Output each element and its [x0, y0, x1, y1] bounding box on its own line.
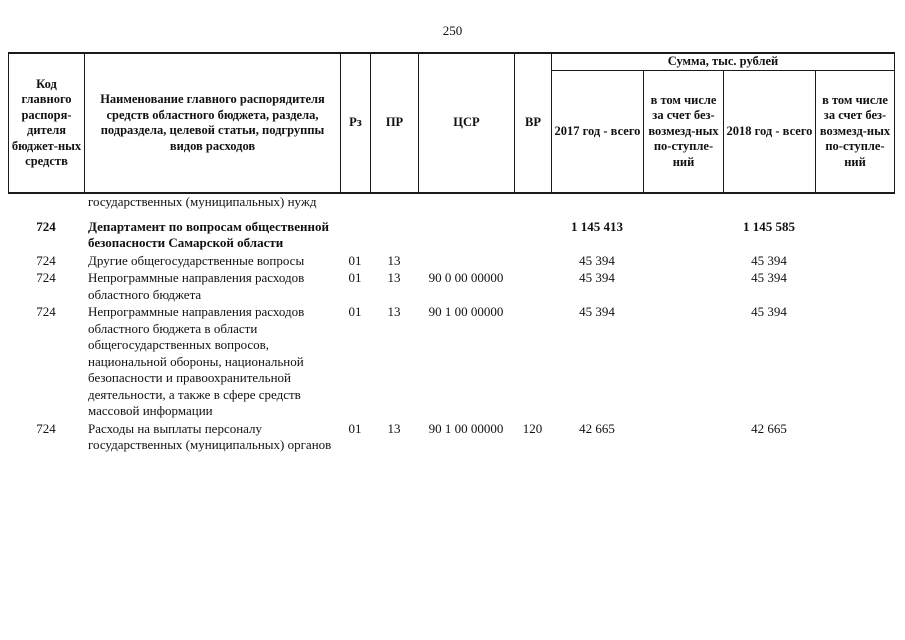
table-row — [8, 270, 898, 303]
cell-code: 724 — [36, 420, 56, 436]
header-pr: ПР — [371, 53, 419, 193]
cell-code: 724 — [36, 252, 56, 268]
table-row — [8, 421, 898, 454]
header-csr: ЦСР — [419, 53, 515, 193]
cell-name: Департамент по вопросам общественной безопасности Самарской области — [88, 218, 329, 250]
cell-name: государственных (муниципальных) нужд — [88, 194, 317, 209]
table-row — [8, 253, 898, 270]
cell-csr: 90 0 00 00000 — [428, 270, 504, 285]
cell-pr: 13 — [387, 420, 401, 436]
cell-name: Непрограммные направления расходов областного бюджета в области общегосударственных вопросов, национальной обороны, национальной безопасности и правоохранительной деятельности, а также в сфере средств массовой информации — [88, 304, 305, 418]
cell-2017-total: 1 145 413 — [571, 218, 623, 234]
header-sum-group: Сумма, тыс. рублей — [552, 53, 895, 70]
cell-pr: 13 — [387, 304, 401, 319]
table-header — [8, 52, 895, 194]
cell-pr: 13 — [387, 252, 401, 268]
cell-name: Непрограммные направления расходов областного бюджета — [88, 270, 305, 302]
cell-code: 724 — [36, 218, 56, 234]
cell-vr: 120 — [522, 420, 543, 436]
table-row — [8, 194, 898, 211]
cell-rz: 01 — [348, 304, 362, 319]
cell-2017-total: 42 665 — [579, 420, 615, 436]
header-name: Наименование главного распорядителя средств областного бюджета, раздела, подраздела, целевой статьи, подгруппы видов расходов — [85, 53, 341, 193]
header-code: Код главного распоря-дителя бюджет-ных средств — [9, 53, 85, 193]
cell-pr: 13 — [387, 270, 401, 285]
page-number: 250 — [442, 23, 463, 38]
cell-rz: 01 — [348, 420, 362, 436]
header-2017-total: 2017 год - всего — [552, 70, 644, 193]
cell-2017-total: 45 394 — [579, 252, 615, 268]
cell-name: Другие общегосударственные вопросы — [88, 252, 305, 268]
cell-csr: 90 1 00 00000 — [428, 420, 504, 436]
table-row — [8, 219, 898, 252]
cell-code: 724 — [36, 270, 56, 285]
cell-name: Расходы на выплаты персоналу государственных (муниципальных) органов — [88, 420, 332, 452]
cell-2018-total: 45 394 — [751, 270, 787, 285]
cell-2017-total: 45 394 — [579, 270, 615, 285]
cell-2018-total: 1 145 585 — [743, 218, 795, 234]
header-vr: ВР — [515, 53, 552, 193]
cell-2018-total: 42 665 — [751, 420, 787, 436]
header-2018-total: 2018 год - всего — [724, 70, 816, 193]
header-2017-free: в том числе за счет без-возмезд-ных по-ступле-ний — [644, 70, 724, 193]
cell-2017-total: 45 394 — [579, 304, 615, 319]
cell-2018-total: 45 394 — [751, 252, 787, 268]
header-2018-free: в том числе за счет без-возмезд-ных по-ступле-ний — [816, 70, 895, 193]
cell-rz: 01 — [348, 252, 362, 268]
table-body — [8, 194, 898, 454]
cell-2018-total: 45 394 — [751, 304, 787, 319]
cell-code: 724 — [36, 304, 56, 319]
header-rz: Рз — [341, 53, 371, 193]
cell-rz: 01 — [348, 270, 362, 285]
table-row — [8, 304, 898, 420]
cell-csr: 90 1 00 00000 — [428, 304, 504, 319]
